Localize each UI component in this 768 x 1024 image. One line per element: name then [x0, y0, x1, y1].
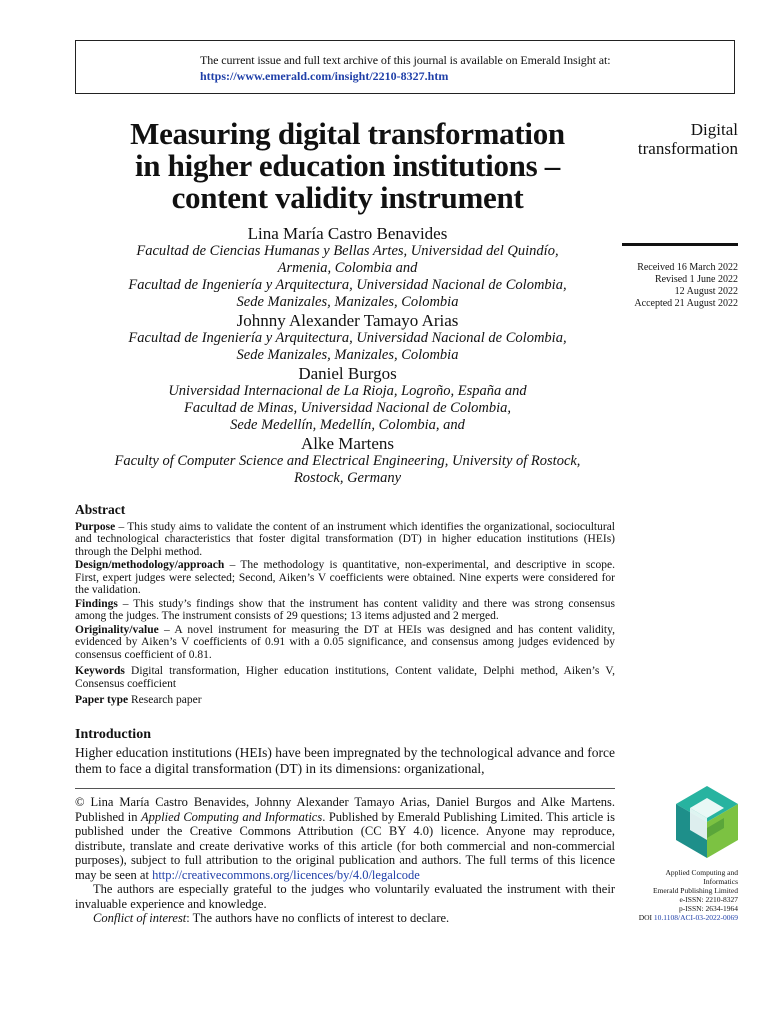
conflict-label: Conflict of interest	[93, 911, 187, 925]
purpose-text: – This study aims to validate the content of an instrument which identifies the organizational, sociocultural and technological characteristics that foster digital transformation (DT) in higher education institutions (HEIs) through the Delphi method.	[75, 520, 615, 558]
introduction	[75, 727, 615, 777]
abstract-originality	[75, 624, 615, 662]
originality-text: – A novel instrument for measuring the DT at HEIs was designed and has content validity, evidenced by Aiken’s V coefficients of 0.91 with a 0.05 significance, and consensus among judges evidenced by consensus coefficient of 0.81.	[75, 623, 615, 661]
paper-type-text: Research paper	[128, 694, 202, 706]
journal-url-link[interactable]: https://www.emerald.com/insight/2210-8327.htm	[200, 69, 449, 83]
acknowledgement: The authors are especially grateful to the judges who voluntarily evaluated the instrument with their invaluable experience and knowledge.	[75, 882, 615, 911]
author-affiliation: Rostock, Germany	[293, 470, 402, 486]
author-affiliation: Faculty of Computer Science and Electrical Engineering, University of Rostock,	[114, 453, 581, 469]
margin-rule	[622, 243, 738, 246]
journal-name-2: Informatics	[703, 877, 738, 886]
author-name: Daniel Burgos	[298, 364, 397, 383]
author-affiliation: Sede Medellín, Medellín, Colombia, and	[230, 417, 465, 433]
access-box-text: The current issue and full text archive of this journal is available on Emerald Insight at:	[200, 53, 611, 67]
journal-logo-icon	[674, 784, 740, 860]
originality-label: Originality/value	[75, 623, 159, 636]
publisher: Emerald Publishing Limited	[653, 886, 738, 895]
author-affiliation: Universidad Internacional de La Rioja, Logroño, España and	[168, 383, 527, 399]
abstract-purpose	[75, 521, 615, 559]
article-dates	[600, 262, 738, 310]
design-label: Design/methodology/approach	[75, 559, 225, 571]
keywords-text: Digital transformation, Higher education institutions, Content validate, Delphi method, Aiken’s V, Consensus coefficient	[75, 665, 615, 690]
paper-type-label: Paper type	[75, 694, 129, 706]
introduction-text: Higher education institutions (HEIs) have been impregnated by the technological advance and force them to face a digital transformation (DT) in its dimensions: organizational,	[75, 745, 615, 776]
keywords-label: Keywords	[75, 665, 125, 677]
date-revised-1: Revised 1 June 2022	[654, 274, 738, 285]
footnote-rule	[75, 788, 615, 789]
licence-link[interactable]: http://creativecommons.org/licences/by/4.0/legalcode	[152, 867, 420, 882]
conflict-text: : The authors have no conflicts of interest to declare.	[186, 911, 450, 925]
purpose-label: Purpose	[75, 520, 116, 533]
access-box	[75, 40, 735, 94]
journal-name-italic: Applied Computing and Informatics	[140, 809, 323, 824]
licence-text: . Published by Emerald Publishing Limited. This article is published under the Creative Commons Attribution (CC BY 4.0) licence. Anyone may reproduce, distribute, translate and create derivative works of this article (for both commercial and non-commercial purposes), subject to full attribution to the original publication and authors. The full terms of this licence may be seen at	[75, 809, 615, 882]
author-affiliation: Facultad de Ingeniería y Arquitectura, Universidad Nacional de Colombia,	[128, 277, 567, 293]
abstract-findings	[75, 598, 615, 623]
copyright-text: © Lina María Castro Benavides, Johnny Alexander Tamayo Arias, Daniel Burgos and Alke Martens. Published in	[75, 795, 615, 824]
abstract	[75, 504, 615, 708]
date-received: Received 16 March 2022	[637, 262, 738, 273]
footnote	[75, 795, 615, 926]
author-affiliation: Facultad de Minas, Universidad Nacional de Colombia,	[183, 400, 512, 416]
keywords	[75, 665, 615, 690]
abstract-heading: Abstract	[75, 502, 126, 517]
author-name: Lina María Castro Benavides	[247, 224, 448, 243]
article-title	[75, 118, 620, 214]
running-head-line-2: transformation	[637, 139, 738, 158]
author-name: Johnny Alexander Tamayo Arias	[236, 311, 459, 330]
running-head-line-1: Digital	[690, 120, 738, 139]
abstract-design	[75, 559, 615, 597]
pissn: p-ISSN: 2634-1964	[679, 904, 738, 913]
title-line-2: in higher education institutions –	[134, 148, 561, 183]
title-line-1: Measuring digital transformation	[130, 116, 565, 151]
running-head	[600, 120, 738, 158]
design-text: – The methodology is quantitative, non-experimental, and descriptive in scope. First, expert judges were selected; Second, Aiken’s V coefficients were obtained. Nine experts were considered for the validation.	[75, 559, 615, 596]
author-affiliation: Sede Manizales, Manizales, Colombia	[236, 347, 459, 363]
author-name: Alke Martens	[300, 434, 394, 453]
title-line-3: content validity instrument	[171, 180, 524, 215]
date-revised-2: 12 August 2022	[674, 286, 738, 297]
author-affiliation: Facultad de Ingeniería y Arquitectura, Universidad Nacional de Colombia,	[128, 330, 567, 346]
author-affiliation: Facultad de Ciencias Humanas y Bellas Artes, Universidad del Quindío,	[136, 243, 559, 259]
author-list	[75, 224, 620, 487]
doi-line	[600, 913, 738, 922]
journal-name-1: Applied Computing and	[665, 868, 738, 877]
conflict-statement	[75, 911, 615, 926]
copyright-note	[75, 795, 615, 882]
doi-label: DOI	[638, 913, 654, 922]
findings-label: Findings	[75, 597, 118, 610]
author-affiliation: Sede Manizales, Manizales, Colombia	[236, 294, 459, 310]
journal-info	[600, 868, 738, 922]
author-affiliation: Armenia, Colombia and	[277, 260, 418, 276]
doi-link[interactable]: 10.1108/ACI-03-2022-0069	[653, 913, 738, 922]
eissn: e-ISSN: 2210-8327	[679, 895, 738, 904]
paper-type	[75, 694, 615, 707]
date-accepted: Accepted 21 August 2022	[634, 298, 738, 309]
findings-text: – This study’s findings show that the instrument has content validity and there was strong consensus among the judges. The instrument consists of 29 questions; 13 items adjusted and 2 merged.	[75, 597, 615, 622]
introduction-heading: Introduction	[75, 727, 151, 742]
